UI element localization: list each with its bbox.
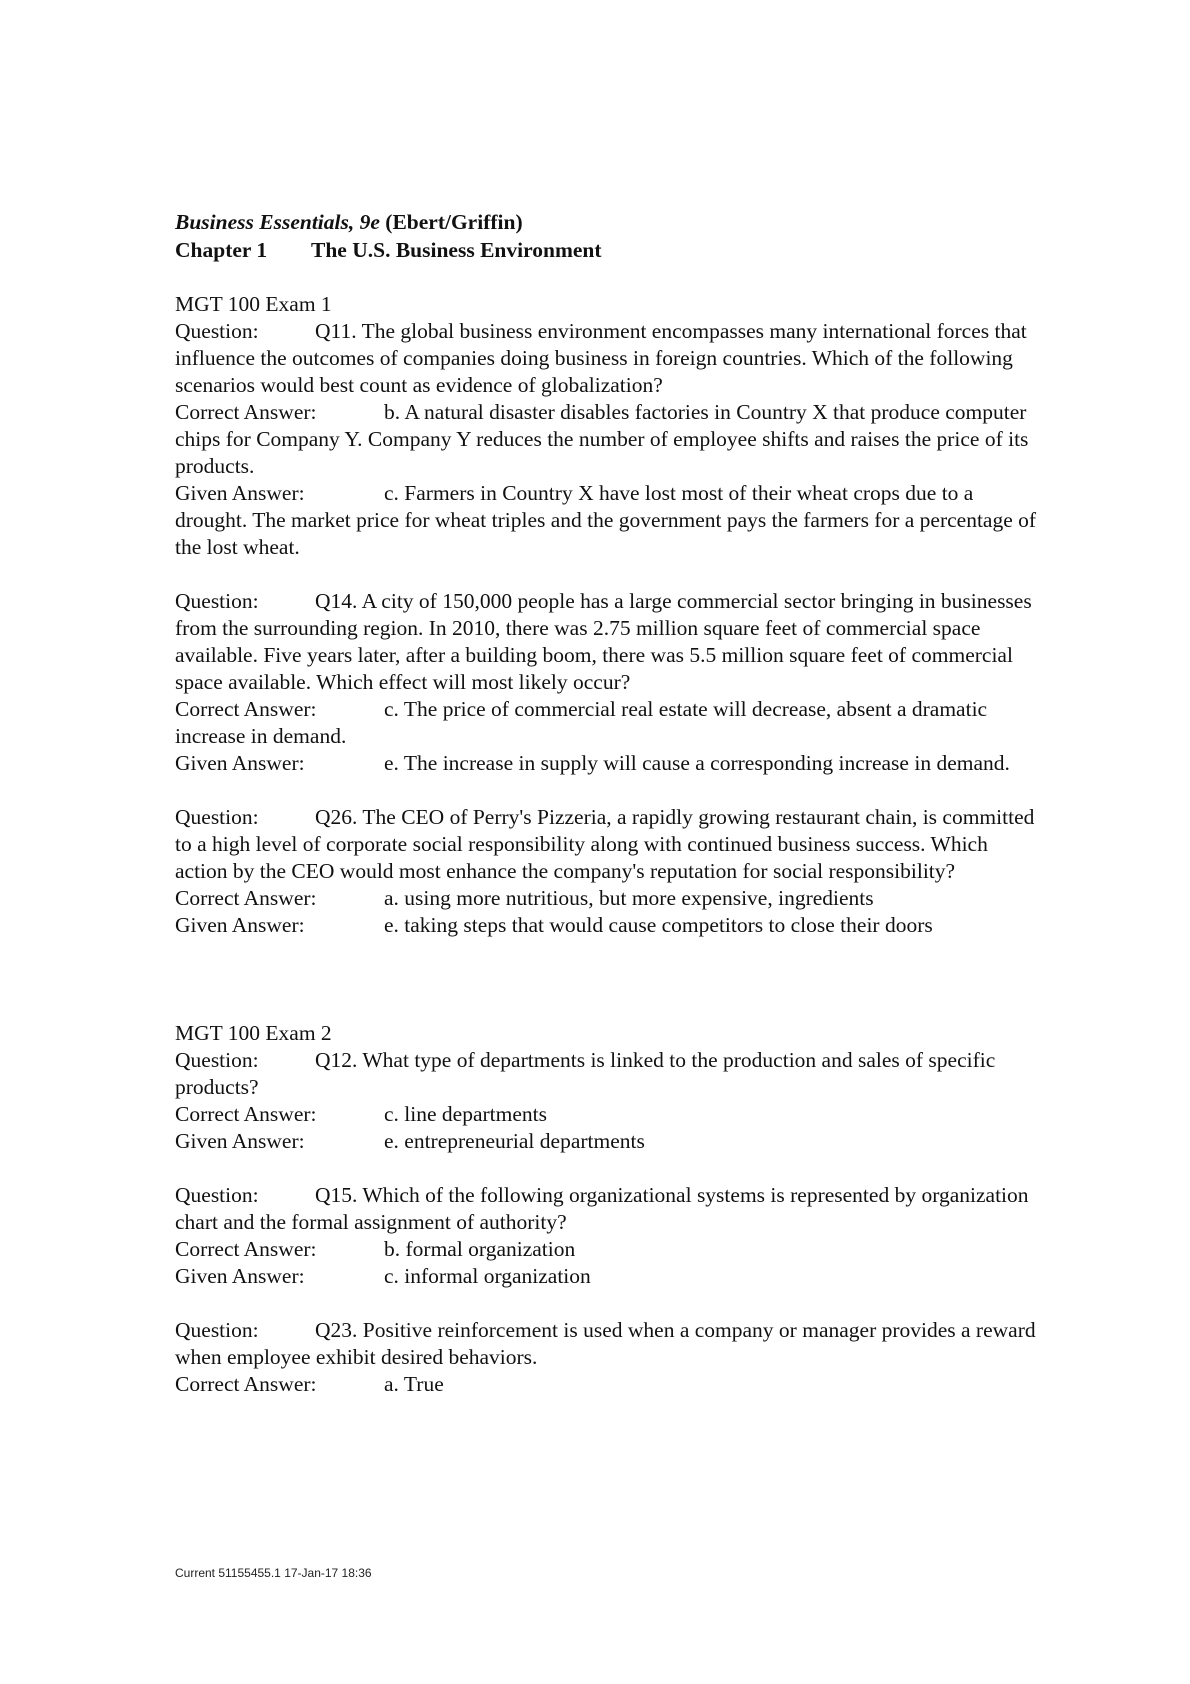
chapter-heading [175, 236, 1045, 264]
book-title-line [175, 208, 1045, 236]
given-answer-row [175, 912, 1045, 939]
question-block [175, 1317, 1045, 1398]
question-row [175, 804, 1045, 885]
question-label: Question: [175, 319, 259, 343]
correct-answer-label: Correct Answer: [175, 1372, 317, 1396]
given-answer-text: c. Farmers in Country X have lost most of their wheat crops due to a drought. The market price for wheat triples and the government pays the farmers for a percentage of the lost wheat. [175, 481, 1037, 559]
given-answer-label: Given Answer: [175, 913, 305, 937]
correct-answer-text: c. The price of commercial real estate will decrease, absent a dramatic increase in demand. [175, 697, 988, 748]
question-label: Question: [175, 1048, 259, 1072]
correct-answer-text: c. line departments [384, 1102, 547, 1126]
question-block [175, 1047, 1045, 1155]
given-answer-row [175, 1128, 1045, 1155]
correct-answer-label: Correct Answer: [175, 1102, 317, 1126]
correct-answer-label: Correct Answer: [175, 1237, 317, 1261]
correct-answer-row [175, 1236, 1045, 1263]
question-row [175, 588, 1045, 696]
given-answer-text: c. informal organization [384, 1264, 591, 1288]
chapter-title: The U.S. Business Environment [311, 238, 602, 262]
given-answer-label: Given Answer: [175, 1264, 305, 1288]
question-block [175, 318, 1045, 561]
question-row [175, 1182, 1045, 1236]
correct-answer-text: b. formal organization [384, 1237, 576, 1261]
correct-answer-row [175, 885, 1045, 912]
correct-answer-text: a. True [384, 1372, 444, 1396]
correct-answer-text: a. using more nutritious, but more expensive, ingredients [384, 886, 874, 910]
question-block [175, 588, 1045, 777]
given-answer-label: Given Answer: [175, 1129, 305, 1153]
question-label: Question: [175, 1183, 259, 1207]
book-authors: (Ebert/Griffin) [385, 210, 523, 234]
correct-answer-label: Correct Answer: [175, 400, 317, 424]
question-label: Question: [175, 805, 259, 829]
question-row [175, 1317, 1045, 1371]
question-row [175, 318, 1045, 399]
question-block [175, 1182, 1045, 1290]
question-text: Q15. Which of the following organizational systems is represented by organization chart and the formal assignment of authority? [175, 1183, 1029, 1234]
exam-section-2 [175, 1020, 1045, 1398]
document-page [175, 208, 1045, 1398]
given-answer-row [175, 750, 1045, 777]
correct-answer-label: Correct Answer: [175, 886, 317, 910]
question-text: Q26. The CEO of Perry's Pizzeria, a rapidly growing restaurant chain, is committed to a high level of corporate social responsibility along with continued business success. Which action by the CEO would most enhance the company's reputation for social responsibility? [175, 805, 1035, 883]
correct-answer-row [175, 399, 1045, 480]
question-text: Q14. A city of 150,000 people has a large commercial sector bringing in businesses from the surrounding region. In 2010, there was 2.75 million square feet of commercial space available. Five years later, after a building boom, there was 5.5 million square feet of commercial space available. Which effect will most likely occur? [175, 589, 1032, 694]
correct-answer-row [175, 696, 1045, 750]
question-row [175, 1047, 1045, 1101]
question-text: Q11. The global business environment encompasses many international forces that influence the outcomes of companies doing business in foreign countries. Which of the following scenarios would best count as evidence of globalization? [175, 319, 1027, 397]
exam-heading: MGT 100 Exam 2 [175, 1021, 332, 1045]
document-footer: Current 51155455.1 17-Jan-17 18:36 [175, 1566, 372, 1580]
question-label: Question: [175, 589, 259, 613]
book-title: Business Essentials, 9e [175, 210, 380, 234]
correct-answer-row [175, 1371, 1045, 1398]
given-answer-row [175, 1263, 1045, 1290]
correct-answer-text: b. A natural disaster disables factories in Country X that produce computer chips for Company Y. Company Y reduces the number of employee shifts and raises the price of its products. [175, 400, 1029, 478]
given-answer-label: Given Answer: [175, 751, 305, 775]
given-answer-text: e. entrepreneurial departments [384, 1129, 645, 1153]
given-answer-label: Given Answer: [175, 481, 305, 505]
question-label: Question: [175, 1318, 259, 1342]
question-text: Q23. Positive reinforcement is used when a company or manager provides a reward when employee exhibit desired behaviors. [175, 1318, 1036, 1369]
given-answer-text: e. The increase in supply will cause a corresponding increase in demand. [384, 751, 1010, 775]
question-block [175, 804, 1045, 939]
correct-answer-row [175, 1101, 1045, 1128]
correct-answer-label: Correct Answer: [175, 697, 317, 721]
chapter-number: Chapter 1 [175, 238, 268, 262]
exam-section-1 [175, 291, 1045, 939]
given-answer-row [175, 480, 1045, 561]
question-text: Q12. What type of departments is linked to the production and sales of specific products? [175, 1048, 996, 1099]
exam-heading: MGT 100 Exam 1 [175, 292, 332, 316]
given-answer-text: e. taking steps that would cause competitors to close their doors [384, 913, 933, 937]
